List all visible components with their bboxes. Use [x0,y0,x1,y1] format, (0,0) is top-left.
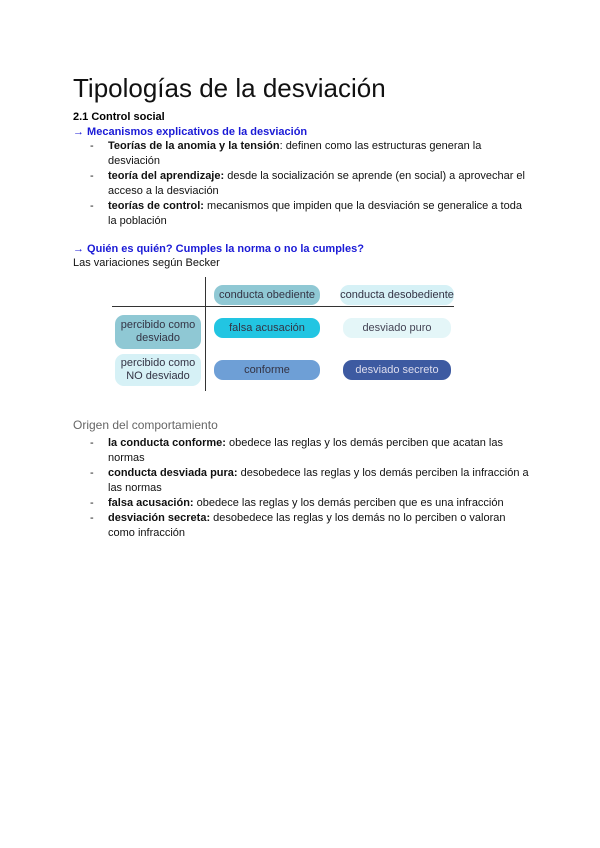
origin-list [90,436,530,541]
origin-heading: Origen del comportamiento [73,418,218,432]
cell-conforme: conforme [214,360,320,380]
mechanisms-heading: → Mecanismos explicativos de la desviación [73,126,308,138]
cell-desviado-secreto: desviado secreto [343,360,451,380]
row-percibido-desviado: percibido como desviado [115,315,201,349]
diagram-caption: Las variaciones según Becker [73,257,220,269]
list-item: - teoría del aprendizaje: desde la socialización se aprende (en social) a aprovechar el acceso a la desviación [90,170,525,197]
list-item: - desviación secreta: desobedece las reglas y los demás no lo perciben o valoran como infracción [90,512,506,539]
question-heading: → Quién es quién? Cumples la norma o no la cumples? [73,243,364,255]
cell-desviado-puro: desviado puro [343,318,451,338]
list-item: - falsa acusación: obedece las reglas y los demás perciben que es una infracción [90,497,504,509]
header-conducta-desobediente: conducta desobediente [340,285,454,305]
mechanisms-list [90,139,530,229]
diagram-vertical-axis [205,277,206,391]
cell-falsa-acusacion: falsa acusación [214,318,320,338]
list-item: - teorías de control: mecanismos que impiden que la desviación se generalice a toda la población [90,200,522,227]
row-percibido-no-desviado: percibido como NO desviado [115,354,201,386]
list-item: - Teorías de la anomia y la tensión: definen como las estructuras generan la desviación [90,140,482,167]
diagram-horizontal-axis [112,306,454,307]
header-conducta-obediente: conducta obediente [214,285,320,305]
list-item: - conducta desviada pura: desobedece las reglas y los demás perciben la infracción a las normas [90,467,529,494]
list-item: - la conducta conforme: obedece las reglas y los demás perciben que acatan las normas [90,437,503,464]
section-heading: 2.1 Control social [73,111,165,123]
page-title: Tipologías de la desviación [73,73,386,103]
becker-diagram [112,277,462,395]
